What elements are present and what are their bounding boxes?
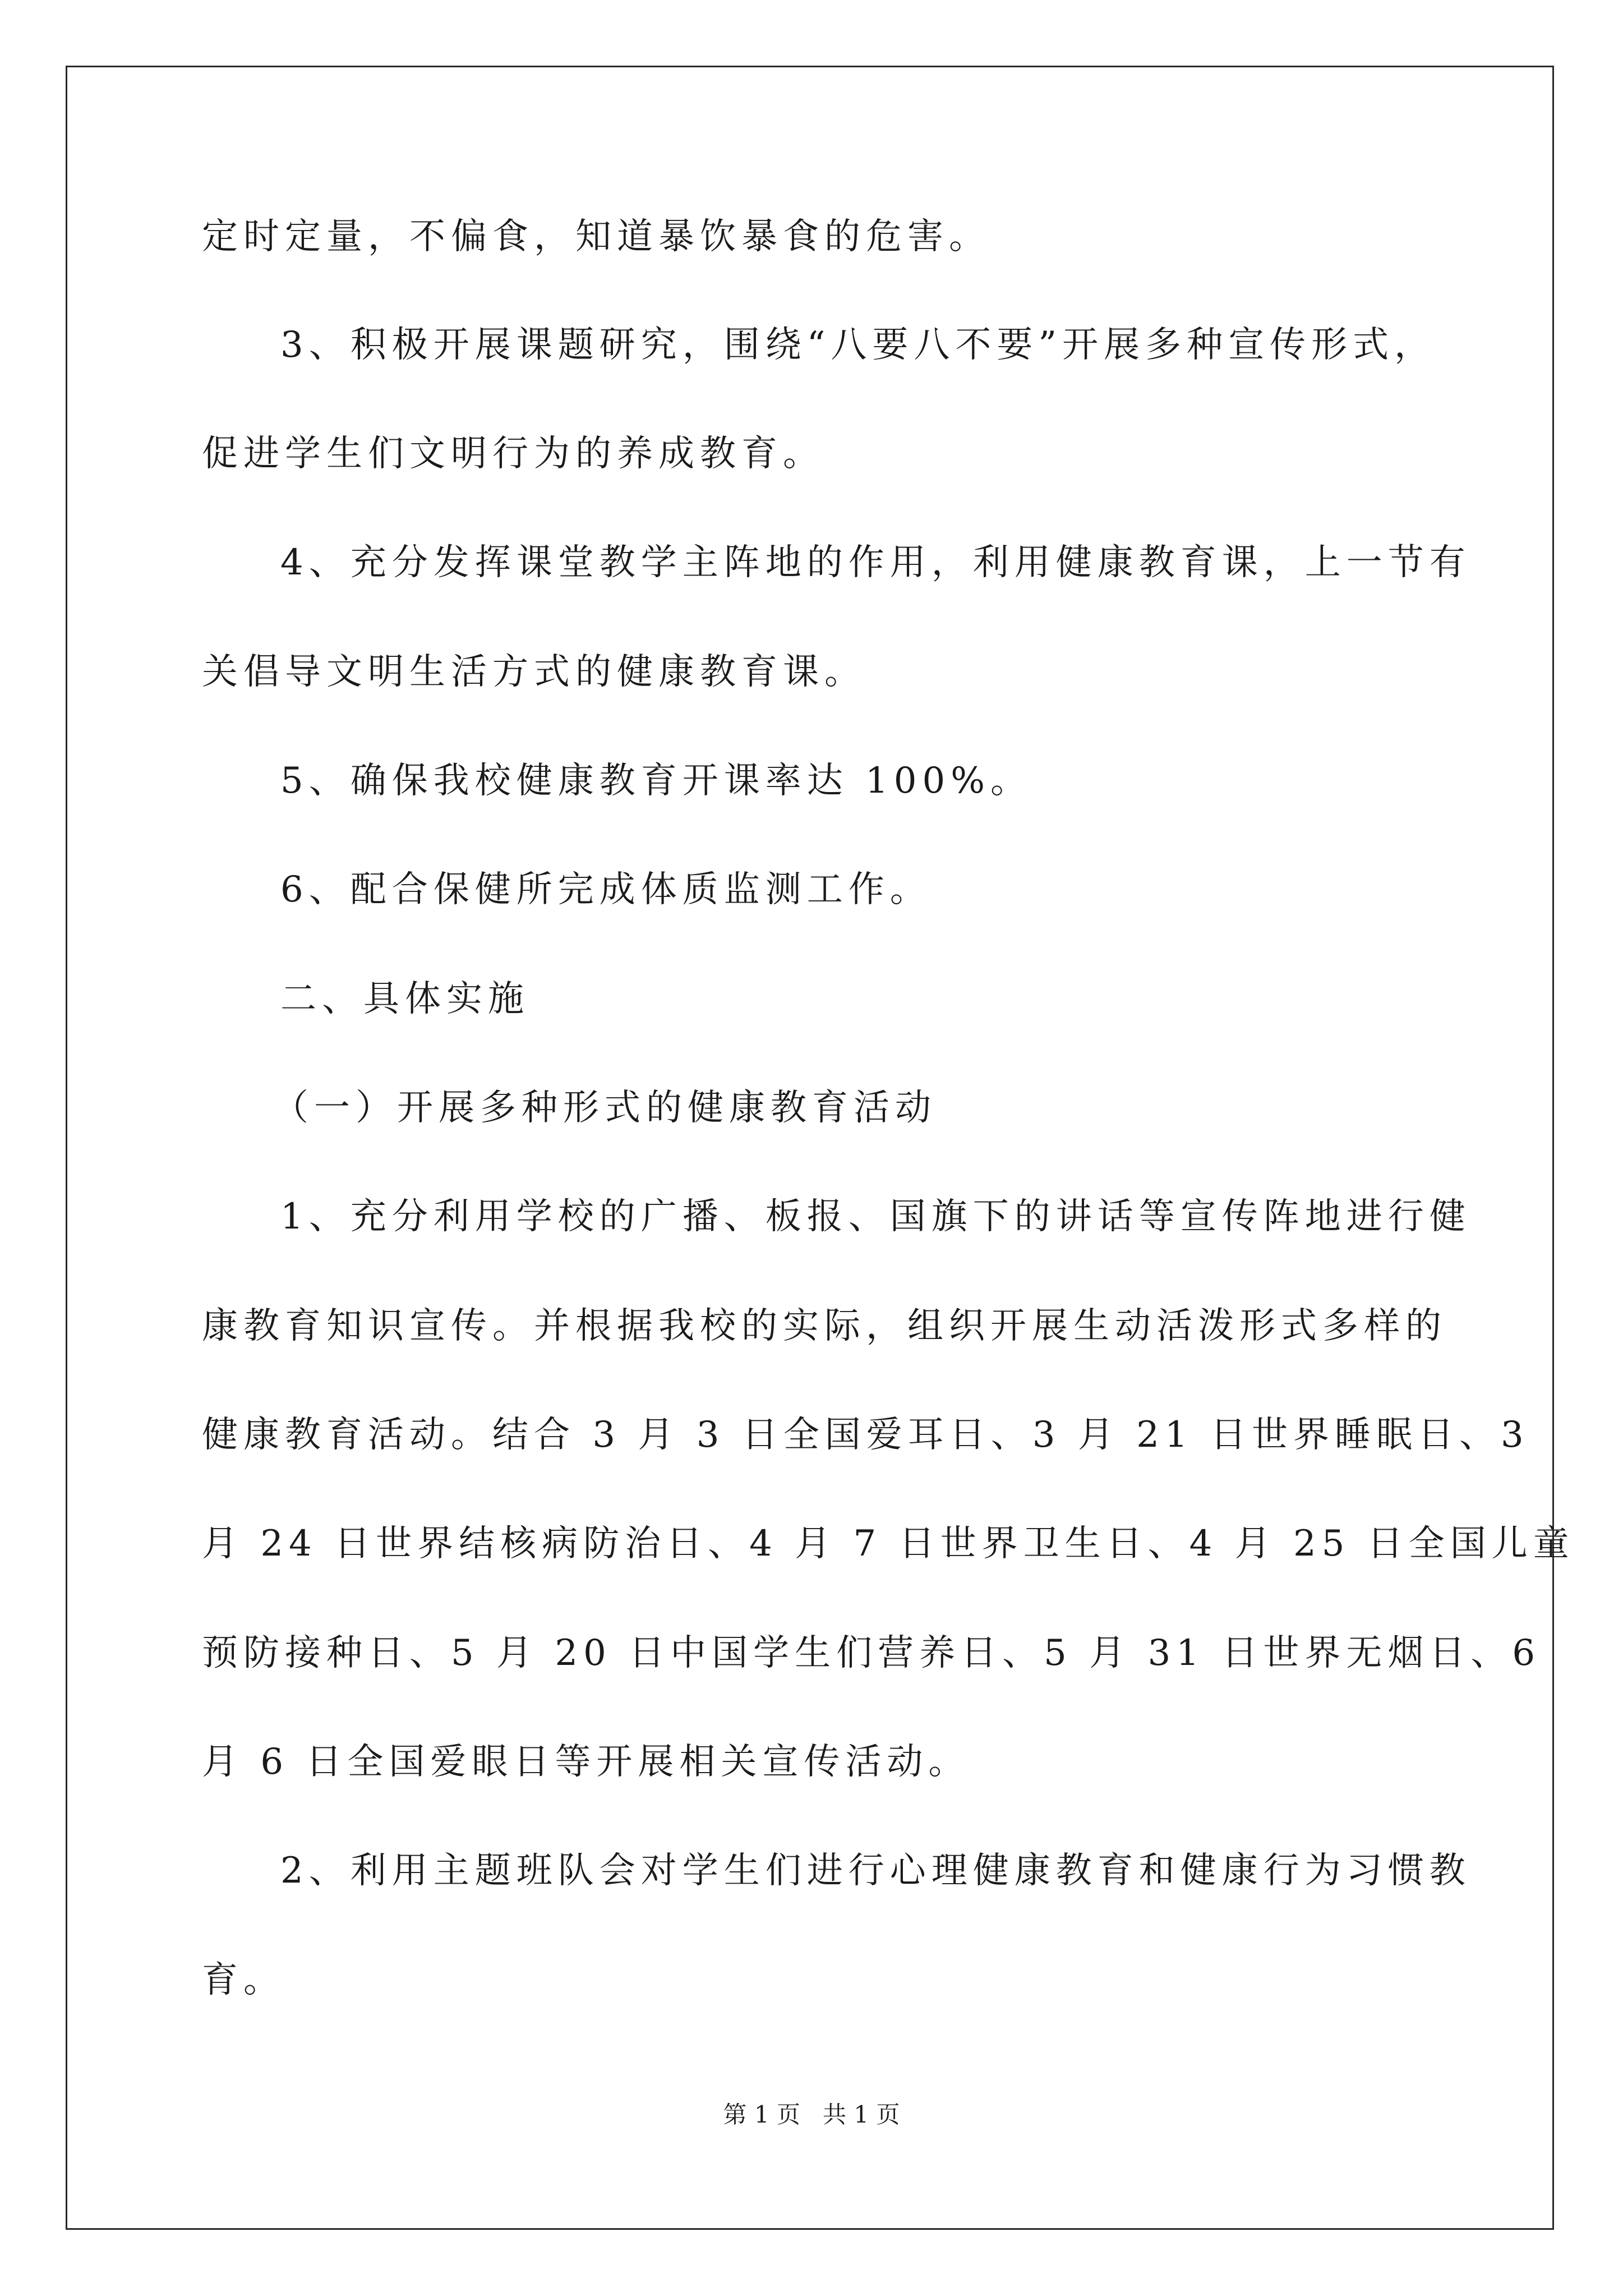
text-line: 关倡导文明生活方式的健康教育课。 — [202, 651, 866, 693]
text-line: 3、积极开展课题研究，围绕“八要八不要”开展多种宣传形式， — [280, 324, 1436, 366]
text-line: 4、充分发挥课堂教学主阵地的作用，利用健康教育课，上一节有 — [280, 542, 1471, 583]
page-footer: 第 1 页 共 1 页 — [723, 2101, 900, 2128]
text-line: 康教育知识宣传。并根据我校的实际，组织开展生动活泼形式多样的 — [202, 1305, 1447, 1347]
text-line: 促进学生们文明行为的养成教育。 — [202, 433, 824, 475]
text-line: 5、确保我校健康教育开课率达 100%。 — [280, 760, 1032, 802]
text-line: 健康教育活动。结合 3 月 3 日全国爱耳日、3 月 21 日世界睡眠日、3 — [202, 1414, 1529, 1456]
text-line: 预防接种日、5 月 20 日中国学生们营养日、5 月 31 日世界无烟日、6 — [202, 1632, 1541, 1674]
text-line: 定时定量，不偏食，知道暴饮暴食的危害。 — [202, 216, 990, 257]
text-line: 月 6 日全国爱眼日等开展相关宣传活动。 — [202, 1741, 970, 1783]
text-line: 2、利用主题班队会对学生们进行心理健康教育和健康行为习惯教 — [280, 1850, 1471, 1892]
text-line: 6、配合保健所完成体质监测工作。 — [280, 869, 932, 910]
text-line: 月 24 日世界结核病防治日、4 月 7 日世界卫生日、4 月 25 日全国儿童 — [202, 1523, 1575, 1565]
subsection-heading: （一）开展多种形式的健康教育活动 — [273, 1087, 937, 1129]
text-line: 1、充分利用学校的广播、板报、国旗下的讲话等宣传阵地进行健 — [280, 1196, 1471, 1237]
page-border — [66, 66, 1554, 2230]
section-heading: 二、具体实施 — [280, 978, 529, 1020]
text-line: 育。 — [202, 1959, 285, 2001]
